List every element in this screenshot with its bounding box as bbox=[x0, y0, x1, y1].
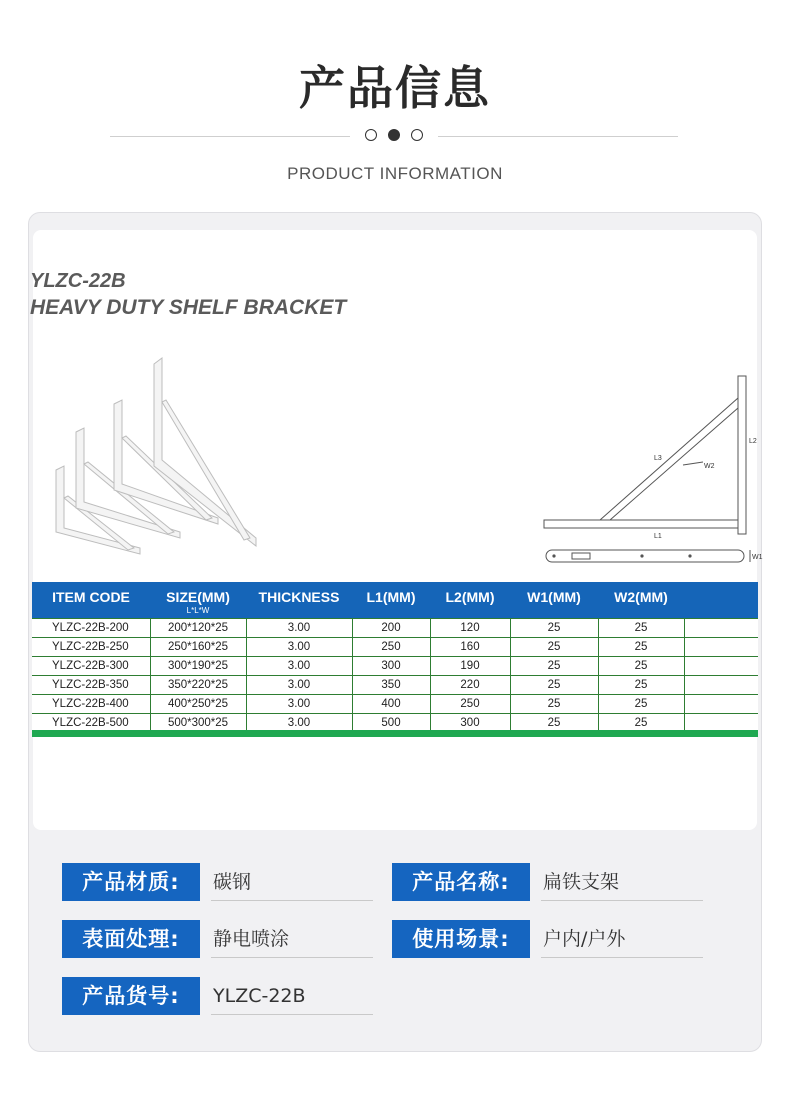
cell: 250 bbox=[352, 637, 430, 656]
attr-label-name: 产品名称: bbox=[392, 863, 530, 901]
cell bbox=[684, 637, 758, 656]
divider-left bbox=[110, 136, 350, 137]
cell: 25 bbox=[598, 656, 684, 675]
cell: 200*120*25 bbox=[150, 618, 246, 637]
cell: 200 bbox=[352, 618, 430, 637]
cell: 3.00 bbox=[246, 675, 352, 694]
attr-value-name: 扁铁支架 bbox=[541, 863, 703, 901]
attr-label-usage: 使用场景: bbox=[392, 920, 530, 958]
label-w2: W2 bbox=[704, 463, 715, 470]
cell: 3.00 bbox=[246, 694, 352, 713]
divider-right bbox=[438, 136, 678, 137]
label-l3: L3 bbox=[654, 455, 662, 462]
cell: 25 bbox=[510, 675, 598, 694]
cell: 3.00 bbox=[246, 713, 352, 732]
cell: 25 bbox=[510, 713, 598, 732]
cell: 25 bbox=[598, 713, 684, 732]
col-empty bbox=[684, 582, 758, 618]
cell bbox=[684, 675, 758, 694]
cell: 25 bbox=[598, 694, 684, 713]
divider-dot-center bbox=[388, 129, 400, 141]
cell: YLZC-22B-400 bbox=[32, 694, 150, 713]
cell: 160 bbox=[430, 637, 510, 656]
cell: 120 bbox=[430, 618, 510, 637]
attr-value-usage: 户内/户外 bbox=[541, 920, 703, 958]
attr-value-material: 碳钢 bbox=[211, 863, 373, 901]
attr-label-material: 产品材质: bbox=[62, 863, 200, 901]
product-photo bbox=[42, 352, 282, 562]
cell: YLZC-22B-250 bbox=[32, 637, 150, 656]
cell: 400 bbox=[352, 694, 430, 713]
cell: 190 bbox=[430, 656, 510, 675]
table-bottom-bar bbox=[32, 730, 758, 737]
page-title: 产品信息 bbox=[299, 61, 491, 115]
col-size: SIZE(MM) L*L*W bbox=[150, 582, 246, 618]
col-l1: L1(MM) bbox=[352, 582, 430, 618]
product-code: YLZC-22B bbox=[30, 270, 126, 292]
cell: 400*250*25 bbox=[150, 694, 246, 713]
cell: YLZC-22B-200 bbox=[32, 618, 150, 637]
divider-dot-left bbox=[365, 129, 377, 141]
cell: 350 bbox=[352, 675, 430, 694]
cell: 25 bbox=[510, 694, 598, 713]
cell: 300 bbox=[352, 656, 430, 675]
cell bbox=[684, 694, 758, 713]
label-w1: W1 bbox=[752, 554, 763, 561]
attr-value-surface: 静电喷涂 bbox=[211, 920, 373, 958]
cell: 25 bbox=[510, 637, 598, 656]
product-name: HEAVY DUTY SHELF BRACKET bbox=[30, 296, 347, 319]
table-row bbox=[32, 637, 758, 656]
cell: 500*300*25 bbox=[150, 713, 246, 732]
cell: 25 bbox=[598, 675, 684, 694]
col-item-code: ITEM CODE bbox=[32, 582, 150, 618]
cell: 250*160*25 bbox=[150, 637, 246, 656]
cell: 3.00 bbox=[246, 618, 352, 637]
cell: 25 bbox=[510, 656, 598, 675]
cell: 25 bbox=[598, 618, 684, 637]
table-header-row bbox=[32, 582, 758, 618]
table-row bbox=[32, 618, 758, 637]
cell: 250 bbox=[430, 694, 510, 713]
cell: YLZC-22B-500 bbox=[32, 713, 150, 732]
cell: 25 bbox=[598, 637, 684, 656]
cell: 300*190*25 bbox=[150, 656, 246, 675]
table-row bbox=[32, 675, 758, 694]
label-l2: L2 bbox=[749, 438, 757, 445]
col-w2: W2(MM) bbox=[598, 582, 684, 618]
attr-value-item-no: YLZC-22B bbox=[211, 977, 373, 1015]
col-w1: W1(MM) bbox=[510, 582, 598, 618]
page-subtitle: PRODUCT INFORMATION bbox=[287, 164, 503, 183]
cell: YLZC-22B-300 bbox=[32, 656, 150, 675]
attr-label-surface: 表面处理: bbox=[62, 920, 200, 958]
attr-label-item-no: 产品货号: bbox=[62, 977, 200, 1015]
col-thickness: THICKNESS bbox=[246, 582, 352, 618]
cell: 25 bbox=[510, 618, 598, 637]
cell: 500 bbox=[352, 713, 430, 732]
cell: 220 bbox=[430, 675, 510, 694]
label-l1: L1 bbox=[654, 533, 662, 540]
table-row bbox=[32, 694, 758, 713]
cell bbox=[684, 656, 758, 675]
cell bbox=[684, 618, 758, 637]
cell: 3.00 bbox=[246, 656, 352, 675]
cell: 3.00 bbox=[246, 637, 352, 656]
table-row bbox=[32, 656, 758, 675]
col-l2: L2(MM) bbox=[430, 582, 510, 618]
cell: YLZC-22B-350 bbox=[32, 675, 150, 694]
spec-table bbox=[32, 582, 758, 733]
technical-drawing bbox=[538, 370, 763, 570]
divider-dot-right bbox=[411, 129, 423, 141]
cell: 350*220*25 bbox=[150, 675, 246, 694]
cell: 300 bbox=[430, 713, 510, 732]
